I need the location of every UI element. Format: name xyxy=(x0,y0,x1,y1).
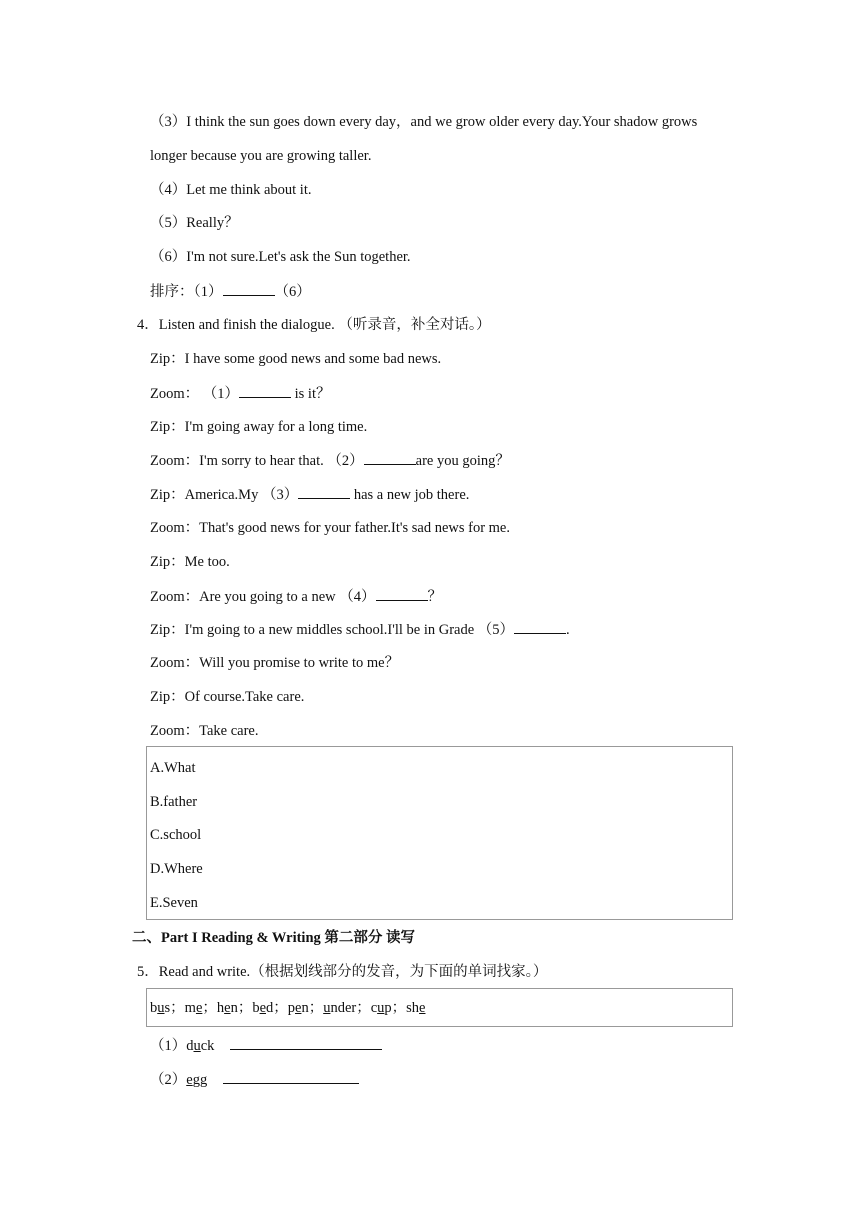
word-bus: bus xyxy=(150,1000,171,1016)
order-prefix: 排序：（1） xyxy=(150,284,223,300)
options-box xyxy=(146,746,733,920)
q4-heading: 4．Listen and finish the dialogue. （听录音，补全对话。） xyxy=(137,317,491,333)
q3-item-6: （6）I'm not sure.Let's ask the Sun together. xyxy=(150,249,411,265)
dialogue-line-10: Zoom：Will you promise to write to me？ xyxy=(150,655,400,671)
word-list: bus；me；hen；bed；pen；under；cup；she xyxy=(150,1000,426,1016)
dialogue-blank-4[interactable] xyxy=(376,587,428,601)
dialogue-line-3: Zip：I'm going away for a long time. xyxy=(150,419,368,435)
dialogue-line-1: Zip：I have some good news and some bad news. xyxy=(150,351,442,367)
option-c: C.school xyxy=(150,827,202,843)
dialogue-line-4: Zoom：I'm sorry to hear that. （2） are you going？ xyxy=(150,453,510,469)
section-2-heading: 二、Part I Reading & Writing 第二部分 读写 xyxy=(132,930,416,946)
word-under: under xyxy=(323,1000,357,1016)
order-suffix: （6） xyxy=(274,284,311,300)
option-b: B.father xyxy=(150,794,198,810)
word-me: me xyxy=(184,1000,203,1016)
dialogue-blank-3[interactable] xyxy=(298,485,350,499)
dialogue-blank-5[interactable] xyxy=(514,620,566,634)
q3-item-3-cont: longer because you are growing taller. xyxy=(150,148,372,164)
q3-order-line xyxy=(150,282,311,301)
q5-item-2: （2）egg xyxy=(150,1070,359,1089)
word-hen: hen xyxy=(216,1000,238,1016)
dialogue-line-8: Zoom：Are you going to a new （4） ？ xyxy=(150,589,443,605)
dialogue-line-11: Zip：Of course.Take care. xyxy=(150,689,305,705)
dialogue-line-2: Zoom： （1） is it？ xyxy=(150,386,331,402)
q5-item-1: （1）duck xyxy=(150,1036,382,1055)
dialogue-line-7: Zip：Me too. xyxy=(150,554,230,570)
word-bed: bed xyxy=(252,1000,274,1016)
q5-heading: 5．Read and write.（根据划线部分的发音，为下面的单词找家。） xyxy=(137,964,548,980)
option-a: A.What xyxy=(150,760,196,776)
option-e: E.Seven xyxy=(150,895,198,911)
order-answer-blank[interactable] xyxy=(223,282,275,296)
dialogue-blank-1[interactable] xyxy=(239,384,291,398)
dialogue-line-9: Zip：I'm going to a new middles school.I'll be in Grade （5） . xyxy=(150,622,570,638)
word-pen: pen xyxy=(287,1000,309,1016)
word-cup: cup xyxy=(370,1000,392,1016)
q5-answer-2[interactable] xyxy=(223,1070,359,1084)
word-she: she xyxy=(406,1000,426,1016)
dialogue-line-5: Zip：America.My （3） has a new job there. xyxy=(150,487,470,503)
dialogue-line-6: Zoom：That's good news for your father.It's sad news for me. xyxy=(150,520,510,536)
q3-item-3: （3）I think the sun goes down every day，and we grow older every day.Your shadow grows xyxy=(150,114,698,130)
word-box xyxy=(146,988,733,1027)
dialogue-blank-2[interactable] xyxy=(364,451,416,465)
option-d: D.Where xyxy=(150,861,203,877)
q5-answer-1[interactable] xyxy=(230,1036,382,1050)
dialogue-line-12: Zoom：Take care. xyxy=(150,723,259,739)
q3-item-5: （5）Really？ xyxy=(150,215,239,231)
q3-item-4: （4）Let me think about it. xyxy=(150,182,312,198)
